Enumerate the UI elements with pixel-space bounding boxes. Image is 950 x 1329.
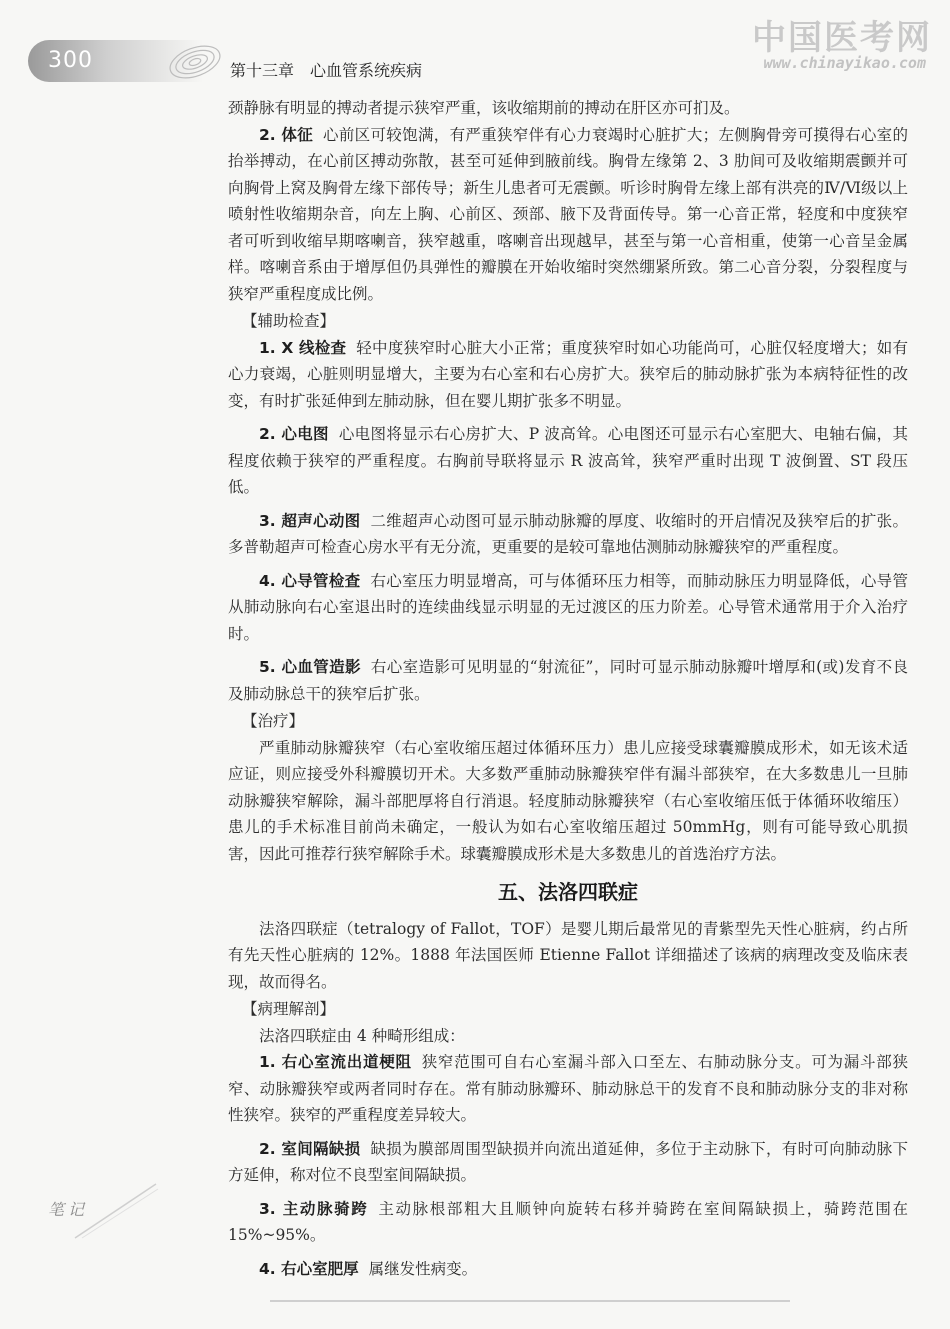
watermark-url: www.chinayikao.com: [763, 54, 926, 72]
intro-paragraph: 颈静脉有明显的搏动者提示狭窄严重，该收缩期前的搏动在肝区亦可扪及。: [228, 99, 740, 117]
cath-text: 右心室压力明显增高，可与体循环压力相等，而肺动脉压力明显降低，心导管从肺动脉向右心室退出时的连续曲线显示明显的无过渡区的压力阶差。心导管术通常用于介入治疗时。: [228, 571, 908, 643]
pathology-heading: 【病理解剖】: [241, 1000, 335, 1018]
treatment-paragraph: 严重肺动脉瓣狭窄（右心室收缩压超过体循环压力）患儿应接受球囊瓣膜成形术，如无该术适应证，则应接受外科瓣膜切开术。大多数严重肺动脉瓣狭窄伴有漏斗部狭窄，在大多数患儿一旦肺动脉瓣狭窄解除，漏斗部肥厚将自行消退。轻度肺动脉瓣狭窄（右心室收缩压低于体循环收缩压）患儿的手术标准目前尚未确定，一般认为如右心室收缩压超过 50mmHg，则有可能导致心肌损害，因此可推荐行狭窄解除手术。球囊瓣膜成形术是大多数患儿的首选治疗方法。: [228, 738, 908, 863]
ecg-heading: 2. 心电图: [259, 425, 329, 443]
pen-stroke-decoration: [70, 1180, 160, 1240]
tof-intro-paragraph: 法洛四联症（tetralogy of Fallot，TOF）是婴儿期后最常见的青紫型先天性心脏病，约占所有先天性心脏病的 12%。1888 年法国医师 Etienne Fallot 详细描述了该病的病理改变及临床表现，故而得名。: [228, 919, 908, 991]
rvot-text: 狭窄范围可自右心室漏斗部入口至左、右肺动脉分支。可为漏斗部狭窄、动脉瓣狭窄或两者同时存在。常有肺动脉瓣环、肺动脉总干的发育不良和肺动脉分支的非对称性狭窄。狭窄的严重程度差异较大。: [228, 1053, 908, 1124]
angio-text: 右心室造影可见明显的“射流征”，同时可显示肺动脉瓣叶增厚和(或)发育不良及肺动脉总干的狭窄后扩张。: [228, 658, 908, 703]
rvh-text: 属继发性病变。: [368, 1259, 478, 1278]
xray-text: 轻中度狭窄时心脏大小正常；重度狭窄时如心功能尚可，心脏仅轻度增大；如有心力衰竭，心脏则明显增大，主要为右心室和右心房扩大。狭窄后的肺动脉扩张为本病特征性的改变，有时扩张延伸到左肺动脉，但在婴儿期扩张多不明显。: [228, 338, 908, 410]
rvh-paragraph: [228, 1256, 908, 1283]
vsd-paragraph: [228, 1136, 908, 1189]
aorta-paragraph: [228, 1196, 908, 1249]
aorta-text: 主动脉根部粗大且顺钟向旋转右移并骑跨在室间隔缺损上，骑跨范围在 15%~95%。: [228, 1199, 908, 1244]
page-number: 300: [48, 48, 93, 73]
aux-exam-heading: 【辅助检查】: [241, 312, 335, 330]
pathology-intro: 法洛四联症由 4 种畸形组成：: [259, 1026, 465, 1045]
echo-paragraph: [228, 508, 908, 561]
notes-margin-label: 笔记: [48, 1200, 89, 1219]
angio-heading: 5. 心血管造影: [259, 658, 361, 676]
main-text: [228, 95, 908, 1282]
ecg-text: 心电图将显示右心房扩大、P 波高耸。心电图还可显示右心室肥大、电轴右偏，其程度依赖于狭窄的严重程度。右胸前导联将显示 R 波高耸，狭窄严重时出现 T 波倒置、ST 段压低。: [228, 425, 908, 496]
cath-paragraph: [228, 568, 908, 648]
treatment-heading: 【治疗】: [241, 712, 304, 730]
chapter-title: 第十三章 心血管系统疾病: [230, 61, 423, 80]
physical-sign-text: 心前区可较饱满，有严重狭窄伴有心力衰竭时心脏扩大；左侧胸骨旁可摸得右心室的抬举搏动，在心前区搏动弥散，甚至可延伸到腋前线。胸骨左缘第 2、3 肋间可及收缩期震颤并可向胸骨上窝及胸骨左缘下部传导；新生儿患者可无震颤。听诊时胸骨左缘上部有洪亮的Ⅳ/Ⅵ级以上喷射性收缩期杂音，向左上胸、心前区、颈部、腋下及背面传导。第一心音正常，轻度和中度狭窄者可听到收缩早期喀喇音，狭窄越重，喀喇音出现越早，甚至与第一心音相重，使第一心音呈金属样。喀喇音系由于增厚但仍具弹性的瓣膜在开始收缩时突然绷紧所致。第二心音分裂，分裂程度与狭窄严重程度成比例。: [228, 125, 908, 303]
echo-text: 二维超声心动图可显示肺动脉瓣的厚度、收缩时的开启情况及狭窄后的扩张。多普勒超声可检查心房水平有无分流，更重要的是较可靠地估测肺动脉瓣狭窄的严重程度。: [228, 511, 908, 556]
physical-sign-heading: 2. 体征: [259, 125, 314, 144]
section-title: 五、法洛四联症: [498, 880, 638, 904]
xray-paragraph: [228, 335, 908, 415]
swirl-decoration-icon: [165, 32, 225, 88]
angio-paragraph: [228, 654, 908, 707]
xray-heading: 1. X 线检查: [259, 338, 347, 357]
rvot-paragraph: [228, 1049, 908, 1129]
echo-heading: 3. 超声心动图: [259, 511, 361, 530]
vsd-heading: 2. 室间隔缺损: [259, 1139, 361, 1158]
bottom-rule: [270, 1300, 790, 1302]
cath-heading: 4. 心导管检查: [259, 571, 361, 590]
rvot-heading: 1. 右心室流出道梗阻: [259, 1053, 412, 1071]
aorta-heading: 3. 主动脉骑跨: [259, 1199, 369, 1218]
watermark-site-name: 中国医考网: [752, 18, 932, 58]
physical-sign-paragraph: [228, 122, 908, 308]
ecg-paragraph: [228, 421, 908, 501]
rvh-heading: 4. 右心室肥厚: [259, 1259, 359, 1278]
vsd-text: 缺损为膜部周围型缺损并向流出道延伸，多位于主动脉下，有时可向肺动脉下方延伸，称对位不良型室间隔缺损。: [228, 1139, 908, 1184]
